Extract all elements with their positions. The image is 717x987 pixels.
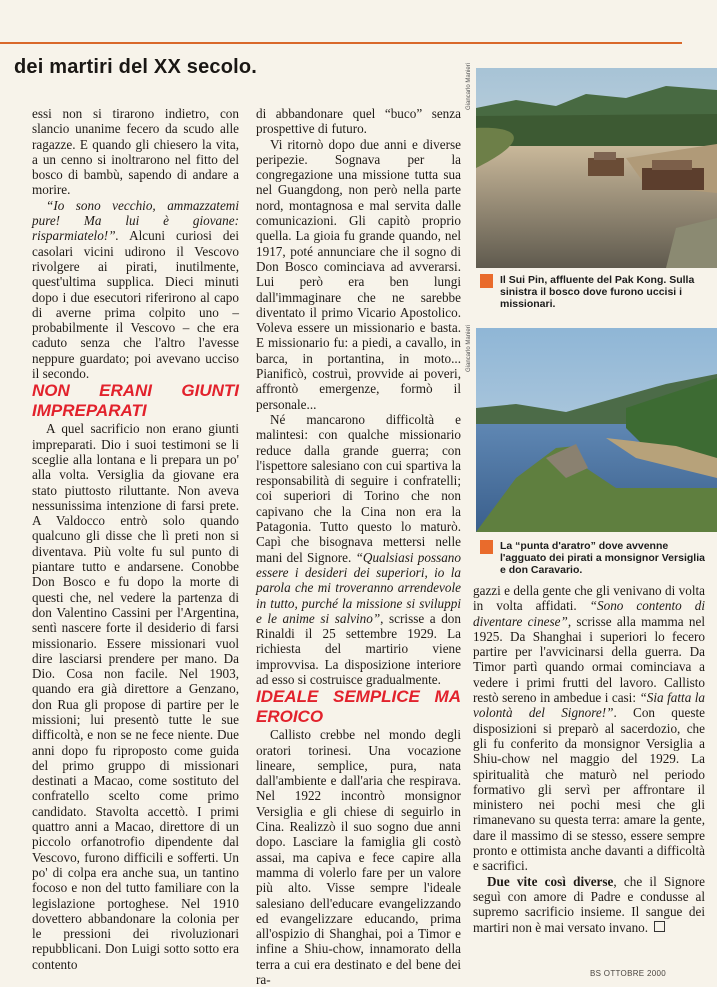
paragraph-text: Alcuni curiosi dei casolari vicini udirono il Vescovo rivolgere ai pirati, inutilmente, quest'ultima supplica. Dieci minuti dopo i due esecutori riferirono al capo di averne prima colpito uno – probabilmente il Vescovo – che era caduto senza che l'altro l'avesse neppure guardato; poi avevano ucciso il secondo.: [32, 228, 239, 382]
text-column-3: [473, 583, 705, 935]
text-column-2: [256, 106, 461, 987]
caption-marker: [480, 274, 493, 288]
paragraph-text: , che il Signore seguì con amore di Padre e condusse al supremo sacrificio insieme. Il sangue dei martiri non è mai versato invano.: [473, 873, 705, 935]
quote: “Io sono vecchio, ammazzatemi pure! Ma lui è giovane: risparmiatelo!”.: [32, 197, 239, 244]
paragraph-text: , scrisse alla mamma nel 1925. Da Shanghai i superiori lo fecero partire per l'avvicinarsi della guerra. Da Timor partì quando ormai cominciava a vedere i primi frutti del lavoro. Callisto restò sereno in ambedue i casi:: [473, 613, 705, 706]
paragraph-text: Né mancarono difficoltà e malintesi: con qualche missionario reduce dalla grande guerra; con l'ispettore salesiano con cui spartiva la responsabilità di seguire i confratelli; coi superiori di Torino che non capivano che la Cina non era la Patagonia. Tutto questo lo maturò. Capì che bisognava mettersi nelle mani del Signore.: [256, 411, 461, 565]
paragraph-text: , scrisse a don Rinaldi il 25 settembre 1929. La richiesta del martirio viene improvvisa. La disposizione interiore ad esso si costruisce gradualmente.: [256, 610, 461, 687]
paragraph-text: . Con queste disposizioni si preparò al sacerdozio, che gli fu conferito da monsignor Versiglia a Shiu-chow nel maggio del 1929. La spiritualità che maturò nel periodo formativo gli servì per affrontare il ministero nei pochi mesi che gli rimanevano su questa terra: amare la gente, dare il massimo di se stesso, essere sempre pronto e ottimista anche davanti a difficoltà e sacrifici.: [473, 705, 705, 874]
caption-text: Il Sui Pin, affluente del Pak Kong. Sulla sinistra il bosco dove furono uccisi i missionari.: [500, 274, 695, 310]
photo-caption-1: [476, 274, 712, 310]
paragraph: di abbandonare quel “buco” senza prospettive di futuro.: [256, 106, 461, 137]
bold-lead: Due vite così diverse: [487, 873, 614, 889]
paragraph: [256, 412, 461, 687]
top-rule: [0, 42, 682, 44]
photo-caption-2: [476, 540, 712, 576]
photo-credit: Giancarlo Manieri: [466, 324, 472, 372]
paragraph-text: gazzi e della gente che gli venivano di volta in volta affidati.: [473, 583, 705, 614]
section-heading-1: NON ERANI GIUNTI IMPREPARATI: [32, 381, 239, 421]
quote: “Qualsiasi possano essere i desideri dei superiori, io la parola che mi troveranno arrendevole in tutto, purché la missione si sviluppi e le anime si salvino”: [256, 549, 461, 626]
quote: “Sia fatta la volontà del Signore!”: [473, 690, 705, 721]
caption-marker: [480, 540, 493, 554]
paragraph: essi non si tirarono indietro, con slancio unanime fecero da scudo alle ragazze. E quando gli chiesero la vita, a un cenno si inoltrarono nel fitto del bosco di bambù, sapendo di andare a morire.: [32, 106, 239, 198]
end-of-article-mark: [654, 921, 665, 932]
paragraph: [473, 583, 705, 874]
page-header-title: dei martiri del XX secolo.: [14, 56, 258, 78]
paragraph: [32, 198, 239, 382]
paragraph: Vi ritornò dopo due anni e diverse peripezie. Sognava per la congregazione una missione tutta sua nel Guangdong, non però nella parte nord, montagnosa e mal servita dalle comunicazioni. Gli capitò proprio quella. La gioia fu grande quando, nel 1917, poté annunciare che il sogno di Don Bosco cominciava ad avverarsi. Lui però era ben lungi dall'immaginare che ne sarebbe diventato il primo Vicario Apostolico. Voleva essere un missionario e basta. E missionario fu: a piedi, a cavallo, in barca, in portantina, in moto... Pianificò, costruì, provvide ai poveri, affrontò emergenze, formò il personale...: [256, 136, 461, 412]
quote: “Sono contento di diventare cinese”: [473, 598, 705, 629]
paragraph: Callisto crebbe nel mondo degli oratori torinesi. Una vocazione lineare, semplice, pura, nata dall'ambiente e dall'aria che respirava. Nel 1922 incontrò monsignor Versiglia e gli chiese di seguirlo in Cina. Realizzò il suo sogno due anni dopo. Lasciare la famiglia gli costò assai, ma capiva e fece capire alla mamma di volerlo fare per un valore più alto. Visse sempre l'ideale salesiano dell'educare evangelizzando ed evangelizzare educando, prima all'ospizio di Shanghai, poi a Timor e infine a Shiu-chow, innamorato della terra a cui era destinato e del bene dei ra-: [256, 727, 461, 987]
photo-river-sui-pin: [476, 68, 717, 268]
section-heading-2: IDEALE SEMPLICE MA EROICO: [256, 687, 461, 727]
photo-credit: Giancarlo Manieri: [466, 62, 472, 110]
page-footer: BS OTTOBRE 2000: [590, 969, 666, 978]
paragraph: [473, 874, 705, 935]
paragraph: A quel sacrificio non erano giunti impreparati. Dio i suoi testimoni se li sceglie alla lontana e li prepara un po' alla volta. Versiglia da giovane era stato piuttosto riluttante. Non aveva nessunissima intenzione di farsi prete. A Valdocco entrò solo quando qualcuno gli disse che lì preti non si diventava. Più volte fu sul punto di piantare tutto e andarsene. Conobbe Don Bosco e fu dopo la morte di questi che, nel vedere la partenza di don Valentino Cassini per l'Argentina, sentì nascere forte il desiderio di farsi missionario. Essere missionari vuol dire lasciarsi prendere per mano. Da Dio. Cosa non facile. Nel 1903, quando era già direttore a Genzano, don Rua gli propose di partire per le missioni; lui presentò tutte le sue difficoltà, e non se ne fece niente. Due anni dopo fu riproposto come guida del primo gruppo di missionari destinati a Macao, come sostituto del confratello scelto come primo candidato. Stavolta accettò. I primi quattro anni a Macao, direttore di un piccolo orfanotrofio dipendente dal Vescovo, furono difficili e sofferti. Un po' di colpa era anche sua, un tantino focoso e non del tutto familiare con la legislazione portoghese. Nel 1910 dovettero abbandonare la colonia per le pressioni dei rivoluzionari repubblicani. Don Luigi sotto sotto era contento: [32, 421, 239, 972]
text-column-1: [32, 106, 239, 972]
caption-text: La “punta d'aratro” dove avvenne l'agguato dei pirati a monsignor Versiglia e don Caravario.: [500, 540, 705, 576]
photo-punta-daratro: [476, 328, 717, 532]
